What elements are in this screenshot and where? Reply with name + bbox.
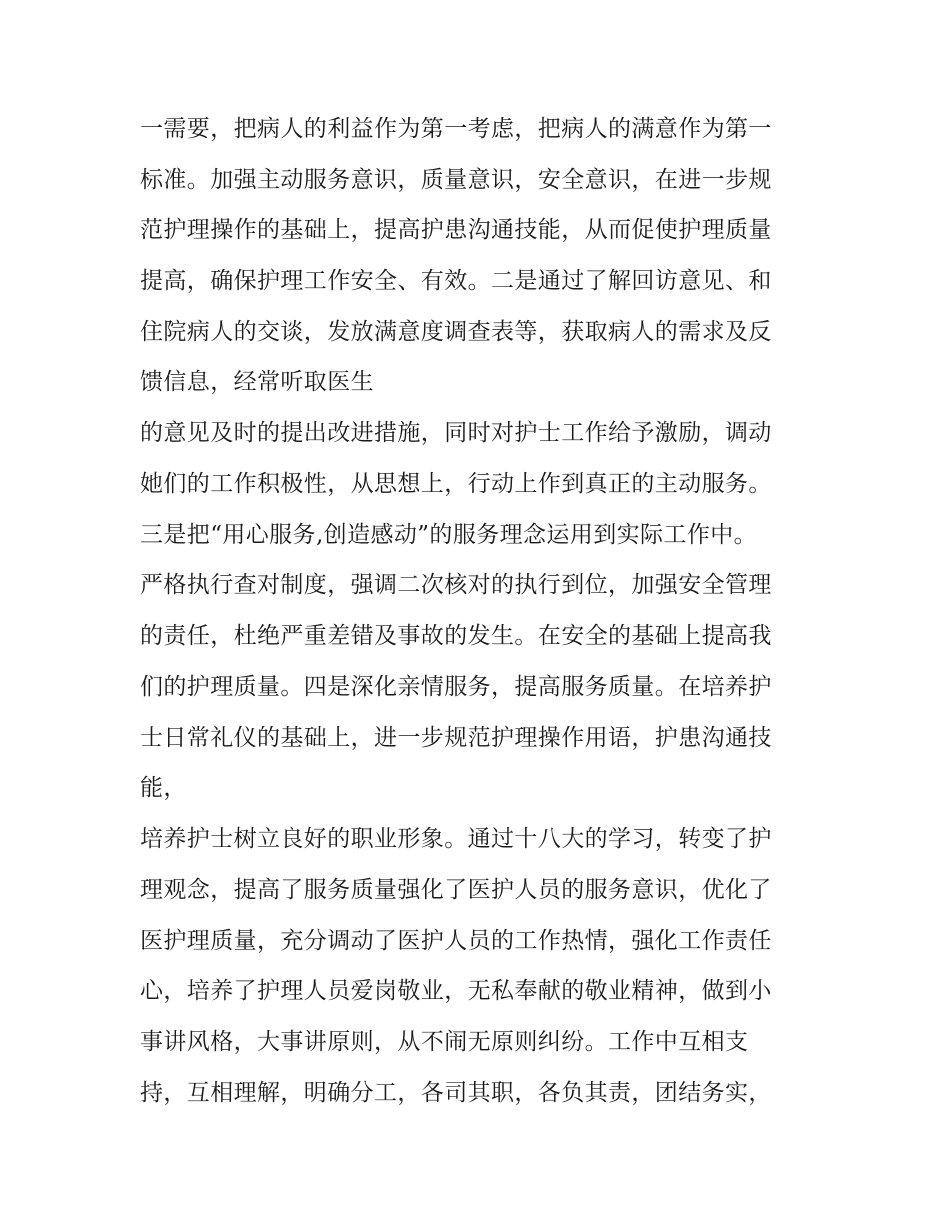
text-line: 的责任，杜绝严重差错及事故的发生。在安全的基础上提高我: [140, 623, 772, 649]
text-line: 事讲风格，大事讲原则，从不闹无原则纠纷。工作中互相支: [140, 1029, 749, 1055]
text-line: 三是把“用心服务,创造感动”的服务理念运用到实际工作中。: [140, 522, 758, 548]
text-line: 们的护理质量。四是深化亲情服务，提高服务质量。在培养护: [140, 674, 772, 700]
text-line: 的意见及时的提出改进措施，同时对护士工作给予激励，调动: [140, 420, 772, 446]
text-line: 范护理操作的基础上，提高护患沟通技能，从而促使护理质量: [140, 217, 772, 243]
text-line: 严格执行查对制度，强调二次核对的执行到位，加强安全管理: [140, 572, 772, 598]
text-line: 理观念，提高了服务质量强化了医护人员的服务意识，优化了: [140, 877, 772, 903]
text-line: 能，: [140, 775, 187, 801]
text-line: 提高，确保护理工作安全、有效。二是通过了解回访意见、和: [140, 268, 772, 294]
text-line: 医护理质量，充分调动了医护人员的工作热情，强化工作责任: [140, 928, 772, 954]
text-line: 持，互相理解，明确分工，各司其职，各负其责，团结务实，: [140, 1080, 772, 1106]
text-line: 她们的工作积极性，从思想上，行动上作到真正的主动服务。: [140, 471, 772, 497]
text-line: 培养护士树立良好的职业形象。通过十八大的学习，转变了护: [140, 826, 772, 852]
text-line: 士日常礼仪的基础上，进一步规范护理操作用语，护患沟通技: [140, 725, 772, 751]
text-line: 心，培养了护理人员爱岗敬业，无私奉献的敬业精神，做到小: [140, 978, 772, 1004]
text-line: 标准。加强主动服务意识，质量意识，安全意识，在进一步规: [140, 167, 772, 193]
text-line: 一需要，把病人的利益作为第一考虑，把病人的满意作为第一: [140, 116, 772, 142]
text-line: 住院病人的交谈，发放满意度调查表等，获取病人的需求及反: [140, 319, 772, 345]
text-line: 馈信息，经常听取医生: [140, 369, 374, 395]
